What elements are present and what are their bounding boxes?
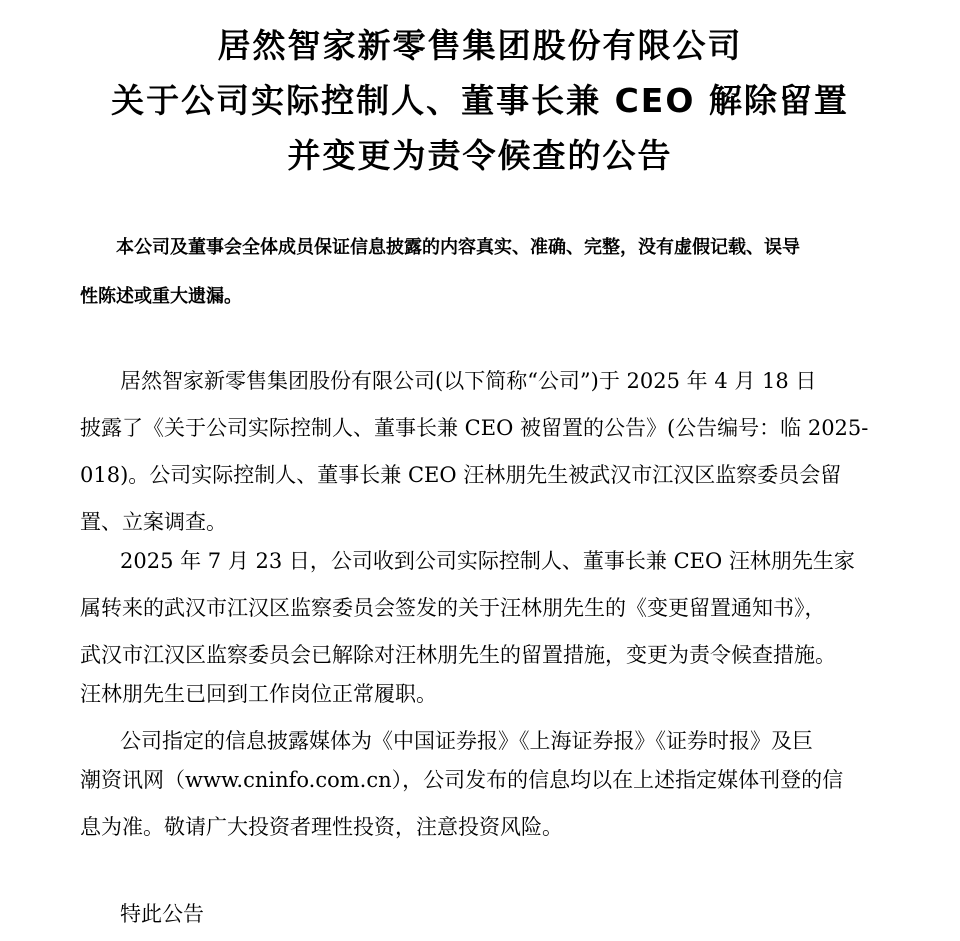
paragraph-line: 息为准。敬请广大投资者理性投资，注意投资风险。 — [80, 815, 563, 839]
paragraph-line: 公司指定的信息披露媒体为《中国证券报》《上海证券报》《证券时报》及巨 — [120, 729, 813, 753]
company-name-title: 居然智家新零售集团股份有限公司 — [217, 26, 743, 65]
paragraph-line: 披露了《关于公司实际控制人、董事长兼 CEO 被留置的公告》(公告编号：临 2025- — [80, 416, 869, 440]
announcement-title-line: 关于公司实际控制人、董事长兼 CEO 解除留置 — [111, 81, 849, 120]
board-guarantee-statement: 本公司及董事会全体成员保证信息披露的内容真实、准确、完整，没有虚假记载、误导 — [116, 237, 800, 258]
announcement-title-line: 并变更为责令候查的公告 — [287, 136, 673, 175]
closing-statement: 特此公告 — [120, 902, 204, 926]
paragraph-line: 居然智家新零售集团股份有限公司(以下简称“公司”)于 2025 年 4 月 18 日 — [120, 369, 817, 393]
paragraph-line: 置、立案调查。 — [80, 510, 227, 534]
paragraph-line: 武汉市江汉区监察委员会已解除对汪林朋先生的留置措施，变更为责令候查措施。 — [80, 643, 836, 667]
paragraph-line: 潮资讯网（www.cninfo.com.cn），公司发布的信息均以在上述指定媒体刊登的信 — [80, 768, 844, 792]
paragraph-line: 2025 年 7 月 23 日，公司收到公司实际控制人、董事长兼 CEO 汪林朋先生家 — [120, 549, 855, 573]
paragraph-line: 汪林朋先生已回到工作岗位正常履职。 — [80, 682, 437, 706]
paragraph-line: 属转来的武汉市江汉区监察委员会签发的关于汪林朋先生的《变更留置通知书》， — [80, 596, 826, 620]
paragraph-line: 018)。公司实际控制人、董事长兼 CEO 汪林朋先生被武汉市江汉区监察委员会留 — [80, 463, 842, 487]
board-guarantee-statement: 性陈述或重大遗漏。 — [80, 286, 242, 307]
